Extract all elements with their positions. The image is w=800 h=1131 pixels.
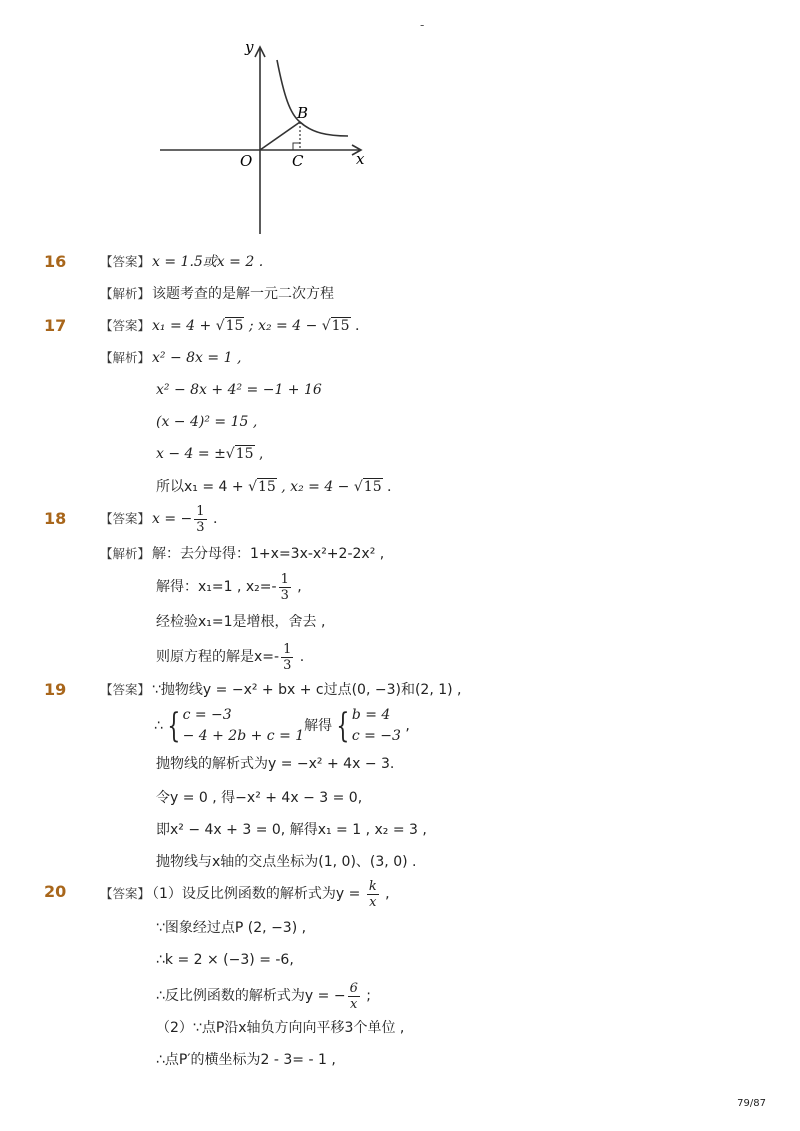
question-number-17: 17 (44, 316, 67, 335)
answer-tag: 【答案】 (100, 886, 151, 901)
sqrt-symbol: √15 (248, 479, 276, 495)
q20-step-5: （2）∵点P沿x轴负方向向平移3个单位 , (156, 1020, 405, 1036)
q18-analysis-line-1: 【解析】 解：去分母得：1+x=3x-x²+2-2x² , (100, 546, 385, 562)
q19-step-5: 抛物线与x轴的交点坐标为(1, 0)、(3, 0) . (156, 854, 417, 870)
sqrt-symbol: √15 (353, 479, 382, 495)
q17-step-4: x − 4 = ±√15 , (156, 446, 264, 462)
label-x: x (356, 150, 365, 168)
question-number-20: 20 (44, 882, 67, 901)
question-number-19: 19 (44, 680, 67, 699)
q17-step-2: x² − 8x + 4² = −1 + 16 (156, 382, 322, 398)
answer-tag: 【答案】 (100, 318, 151, 333)
q20-answer-line: 【答案】 （1）设反比例函数的解析式为y = $\frac{k}{x}$ , (100, 878, 390, 910)
q17-answer-line: 【答案】 x₁ = 4 + √15 ; x₂ = 4 − √15 . (100, 318, 360, 334)
q20-step-4: ∴反比例函数的解析式为y = − $\frac{6}{x}$ ; (156, 980, 372, 1012)
q19-step-4: 即x² − 4x + 3 = 0, 解得x₁ = 1 , x₂ = 3 , (156, 822, 427, 838)
q18-step-4: 则原方程的解是x=- $\frac{1}{3}$ . (156, 641, 305, 673)
q19-step-2: 抛物线的解析式为y = −x² + 4x − 3. (156, 756, 395, 772)
answer-tag: 【答案】 (100, 682, 151, 697)
analysis-tag: 【解析】 (100, 546, 151, 561)
q20-step-2: ∵图象经过点P (2, −3) , (156, 920, 307, 936)
inverse-function-graph (150, 38, 380, 238)
fraction: $\frac{1}{3}$ (283, 641, 292, 673)
sqrt-symbol: √15 (225, 446, 254, 462)
fraction: $\frac{6}{x}$ (349, 980, 358, 1012)
page-number: 79/87 (737, 1098, 766, 1109)
q16-analysis-line (100, 284, 334, 304)
q18-answer-line: 【答案】 x = − $\frac{1}{3}$ . (100, 503, 218, 535)
equation-system-2: b = 4 c = −3 (351, 707, 401, 744)
sqrt-symbol: √15 (215, 318, 244, 334)
q19-step-3: 令y = 0 , 得−x² + 4x − 3 = 0, (156, 790, 363, 806)
hyperbola-curve (277, 60, 348, 136)
fraction: $\frac{1}{3}$ (280, 571, 289, 603)
q16-answer-line (100, 252, 263, 272)
header-dash: - (420, 18, 425, 32)
answer-tag: 【答案】 (100, 511, 151, 526)
q17-step-3: (x − 4)² = 15 , (156, 414, 258, 430)
q20-step-3: ∴k = 2 × (−3) = -6, (156, 952, 294, 968)
analysis-tag: 【解析】 (100, 350, 151, 365)
segment-ob (260, 122, 300, 150)
q19-answer-line: 【答案】 ∵抛物线y = −x² + bx + c过点(0, −3)和(2, 1) , (100, 682, 462, 698)
q16-analysis: 该题考查的是解一元二次方程 (152, 286, 335, 302)
right-angle-mark (293, 143, 300, 150)
q19-system-line: ∴ { c = −3 − 4 + 2b + c = 1 解得 { b = 4 c = −3 , (154, 706, 410, 746)
q20-step-6: ∴点P′的横坐标为2 - 3= - 1 , (156, 1052, 336, 1068)
equation-system-1: c = −3 − 4 + 2b + c = 1 (182, 707, 305, 744)
q18-step-2: 解得：x₁=1 , x₂=- $\frac{1}{3}$ , (156, 571, 302, 603)
label-y: y (245, 38, 254, 56)
left-brace: { (336, 706, 350, 746)
analysis-tag: 【解析】 (100, 286, 151, 301)
sqrt-symbol: √15 (321, 318, 350, 334)
label-o: O (240, 152, 253, 170)
fraction: $\frac{k}{x}$ (368, 878, 377, 910)
left-brace: { (167, 706, 181, 746)
q17-analysis-line-1: 【解析】 x² − 8x = 1 , (100, 350, 242, 366)
label-c: C (292, 152, 304, 170)
label-b: B (297, 104, 309, 122)
q17-step-5: 所以x₁ = 4 + √15 , x₂ = 4 − √15 . (156, 479, 392, 495)
fraction: $\frac{1}{3}$ (196, 503, 205, 535)
q16-answer: x = 1.5或x = 2 . (152, 254, 264, 270)
question-number-16: 16 (44, 252, 67, 271)
answer-tag: 【答案】 (100, 254, 151, 269)
q18-step-3: 经检验x₁=1是增根，舍去 , (156, 614, 326, 630)
question-number-18: 18 (44, 509, 67, 528)
